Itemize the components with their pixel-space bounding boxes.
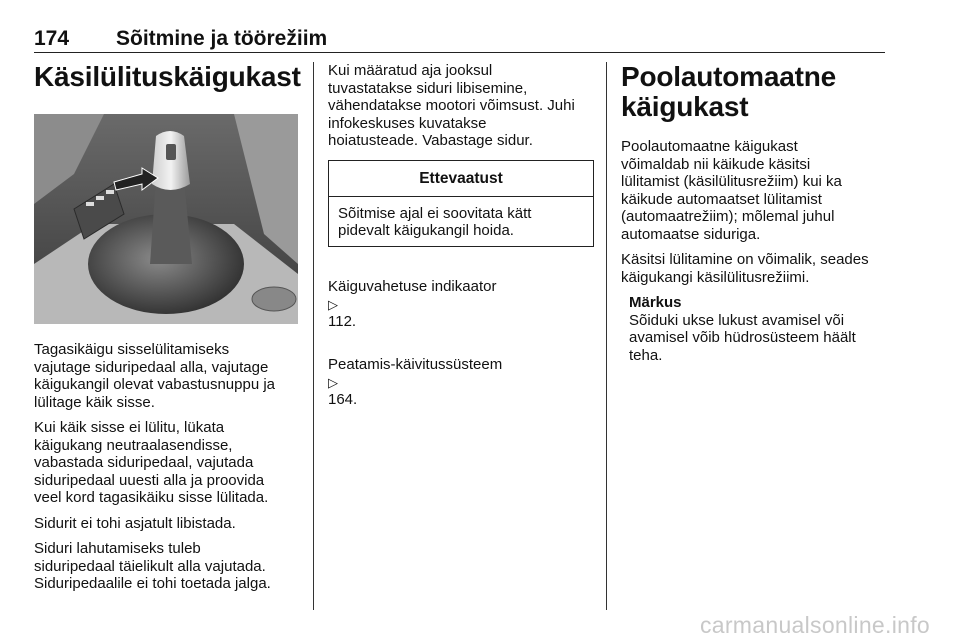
reference-label: Peatamis-käivitussüsteem	[328, 356, 503, 373]
column-divider-1	[313, 62, 314, 610]
column-divider-2	[606, 62, 607, 610]
page-ref-arrow-icon: ▷	[328, 296, 338, 312]
gear-lever-photo	[34, 114, 298, 324]
note-body: Sõiduki ukse lukust avamisel või avamisel võib hüdrosüsteem häält teha.	[629, 311, 856, 364]
paragraph-reverse-gear: Tagasikäigu sisselülitamiseks vajutage siduripedaal alla, vajutage käigukangil olevat vabastusnuppu ja lülitage käik sisse.	[34, 341, 276, 411]
paragraph-clutch-release: Siduri lahutamiseks tuleb siduripedaal täielikult alla vajutada. Siduripedaalile ei tohi toetada jalga.	[34, 540, 271, 592]
heading-line-1: Poolautomaatne	[621, 61, 837, 92]
reference-page: 164.	[328, 391, 358, 408]
section-heading-manual: Käsilülituskäigukast	[34, 61, 301, 92]
page-ref-arrow-icon: ▷	[328, 374, 338, 390]
page-header	[34, 24, 885, 53]
heading-line-2: käigukast	[621, 91, 749, 122]
paragraph-manual-mode: Käsitsi lülitamine on võimalik, seades käigukangi käsilülitusrežiimi.	[621, 251, 869, 286]
paragraph-clutch-slip: Sidurit ei tohi asjatult libistada.	[34, 514, 236, 532]
caution-body: Sõitmise ajal ei soovitata kätt pidevalt käigukangil hoida.	[338, 204, 532, 239]
caution-box	[328, 160, 594, 247]
caution-title: Ettevaatust	[329, 161, 593, 197]
reference-label: Käiguvahetuse indikaator	[328, 278, 497, 295]
column-clutch-notes	[328, 62, 594, 417]
reference-page: 112.	[328, 313, 357, 330]
page-number: 174	[34, 27, 70, 50]
paragraph-semi-auto-intro: Poolautomaatne käigukast võimaldab nii käikude käsitsi lülitamist (käsilülitusrežiim) kui ka käikude automaatset lülitamist (automaatrežiim); mõlemal juhul automaatse siduriga.	[621, 138, 842, 243]
reference-stop-start[interactable]	[328, 339, 594, 409]
paragraph-gear-not-engage: Kui käik sisse ei lülitu, lükata käigukang neutraalasendisse, vabastada siduripedaal, vajutada siduripedaal uuesti alla ja proovida veel kord tagasikäiku sisse lülitada.	[34, 419, 269, 506]
chapter-title: Sõitmine ja töörežiim	[116, 27, 328, 50]
reference-shift-indicator[interactable]	[328, 261, 594, 331]
section-heading-semi-automatic	[621, 62, 887, 122]
column-manual-gearbox	[34, 61, 301, 601]
paragraph-clutch-warning: Kui määratud aja jooksul tuvastatakse siduri libisemine, vähendatakse mootori võimsust. Juhi infokeskuses kuvatakse hoiatusteade. Vabastage sidur.	[328, 62, 575, 149]
note-title: Märkus	[629, 294, 682, 311]
column-semi-automatic	[621, 62, 887, 372]
note-box	[629, 294, 887, 364]
watermark: carmanualsonline.info	[699, 612, 930, 638]
